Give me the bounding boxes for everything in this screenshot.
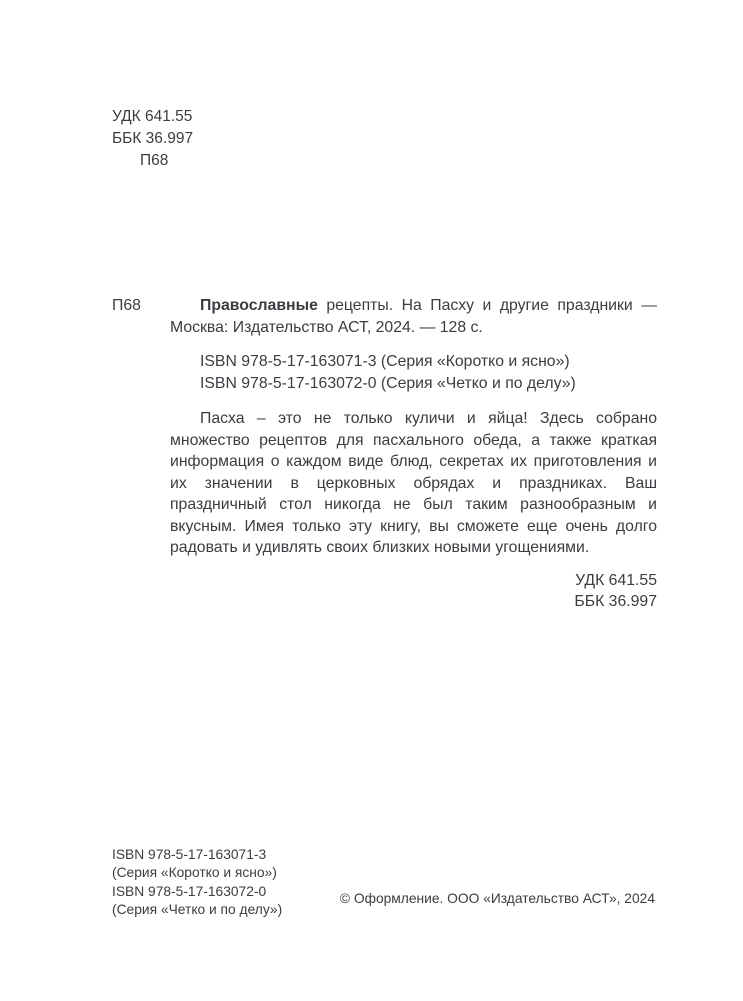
bottom-isbn-pair-2 bbox=[112, 883, 282, 918]
udk-code: УДК 641.55 bbox=[112, 108, 193, 125]
udk-code-right: УДК 641.55 bbox=[575, 571, 657, 589]
bibliographic-entry bbox=[170, 295, 657, 338]
bottom-series-2: (Серия «Четко и по делу») bbox=[112, 901, 283, 917]
book-title: Православные bbox=[200, 297, 318, 314]
bottom-isbn-1: ISBN 978-5-17-163071-3 bbox=[112, 847, 267, 862]
author-sign: П68 bbox=[140, 152, 169, 169]
bottom-isbn-2: ISBN 978-5-17-163072-0 bbox=[112, 884, 267, 899]
bottom-isbn-pair-1 bbox=[112, 846, 282, 881]
bottom-series-1: (Серия «Коротко и ясно») bbox=[112, 864, 277, 880]
card-author-sign: П68 bbox=[112, 297, 141, 314]
isbn-block bbox=[170, 351, 657, 394]
bbk-code: ББК 36.997 bbox=[112, 130, 194, 147]
bbk-code-right: ББК 36.997 bbox=[574, 593, 657, 610]
isbn-line-2: ISBN 978-5-17-163072-0 (Серия «Четко и по делу») bbox=[200, 374, 576, 392]
isbn-line-1: ISBN 978-5-17-163071-3 (Серия «Коротко и ясно») bbox=[200, 353, 570, 370]
bottom-isbn-block bbox=[112, 846, 282, 918]
right-catalog-codes bbox=[170, 570, 657, 613]
bibliographic-entry-rest: рецепты. На Пасху и другие праздники — Москва: Издательство АСТ, 2024. — 128 с. bbox=[170, 297, 657, 336]
annotation-paragraph: Пасха – это не только куличи и яйца! Здесь собрано множество рецептов для пасхального обеда, а также краткая информация о каждом виде блюд, секретах их приготовления и их значении в церковных обрядах и праздниках. Ваш праздничный стол никогда не был таким разнообразным и вкусным. Имея только эту книгу, вы сможете еще очень долго радовать и удивлять своих близких новыми угощениями. bbox=[170, 410, 657, 556]
copyright-line: © Оформление. ООО «Издательство АСТ», 2024 bbox=[339, 891, 655, 906]
top-catalog-codes bbox=[112, 106, 193, 172]
catalog-card bbox=[112, 295, 657, 613]
